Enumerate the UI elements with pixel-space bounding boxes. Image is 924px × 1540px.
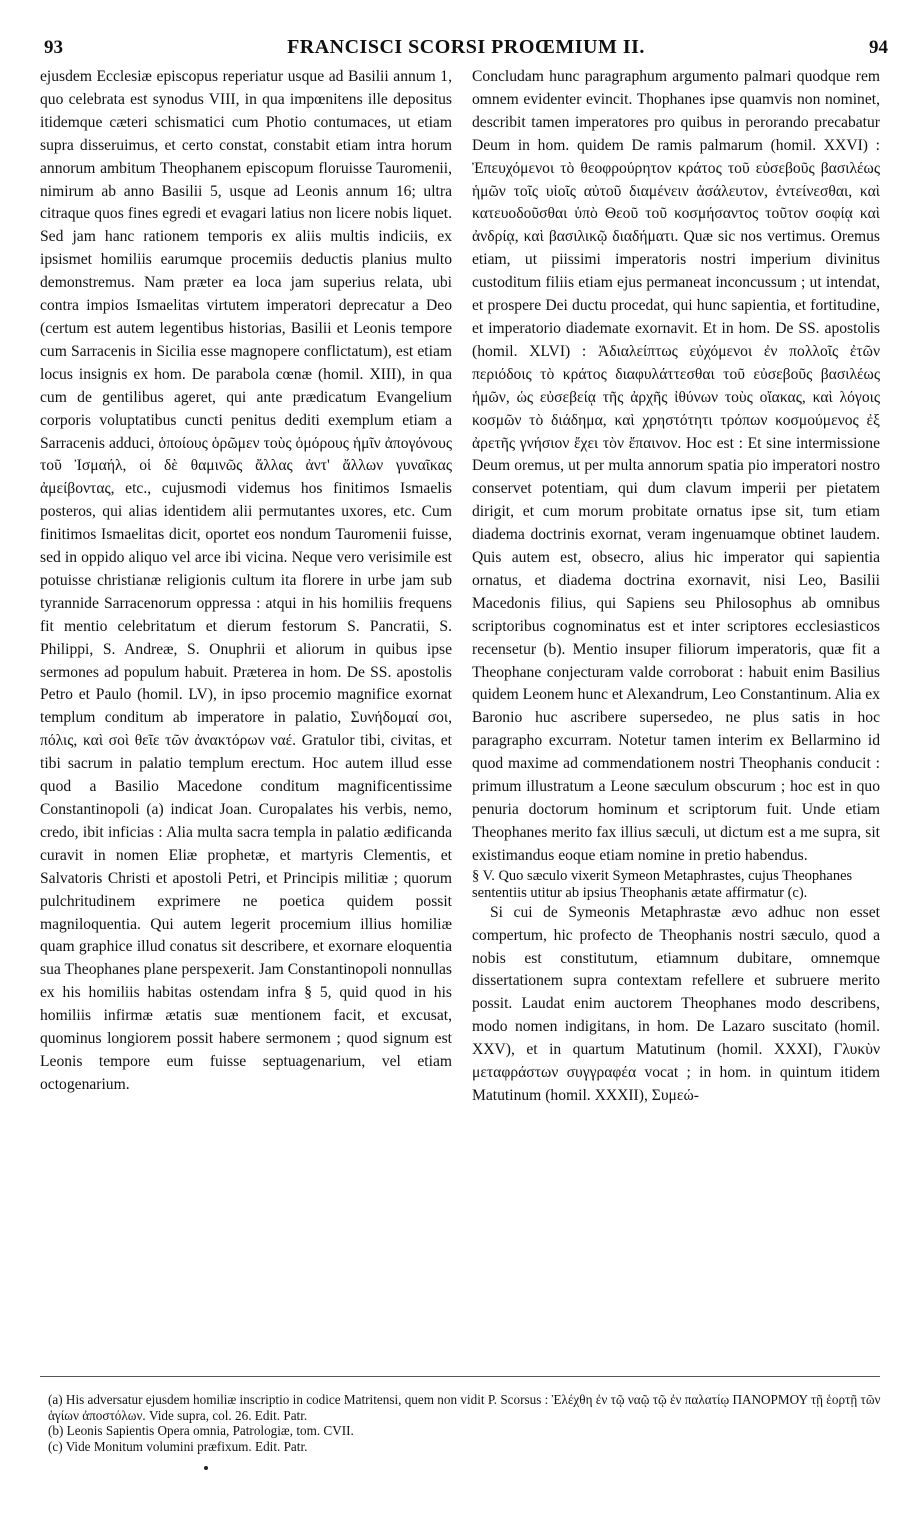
left-paragraph-1: ejusdem Ecclesiæ episcopus reperiatur usque ad Basilii annum 1, quo celebrata est synodus VIII, in qua impœnitens ille depositus itidemque cæteri schismatici cum Photio contumaces, ut etiam supra disseruimus, et certo constat, constabit etiam intra horum annorum ambitum Theophanem episcopum floruisse Tauromenii, nimirum ab anno Basilii 5, usque ad Leonis annum 16; ultra citraque quos fines egredi et evagari latius non licere nobis liquet. Sed jam hanc rationem temporis ex aliis multis indiciis, ex ipsismet homiliis earumque procemiis deductis planius multo demonstremus. Nam præter ea loca jam superius relata, ubi contra impios Ismaelitas virtutem imperatori deprecatur a Deo (certum est autem legentibus historias, Basilii et Leonis tempore cum Sarracenis in Sicilia esse magnopere conflictatum), est etiam locus insignis ex hom. De parabola cœnæ (homil. XIII), in qua cum de gentilibus ageret, qui ante prædicatum Evangelium corporis voluptatibus cuncti penitus dediti exemplum etiam a Sarracenis adduci, ὁποίους ὁρῶμεν τοὺς ὁμόρους ἡμῖν ἀπογόνους τοῦ Ἰσμαήλ, οἱ δὲ θαμινῶς ἄλλας ἀντ' ἄλλων γυναῖκας ἀμείβοντας, etc., cujusmodi videmus hos finitimos Ismaelis posteros, qui alias identidem alii permutantes uxores, etc. Cum finitimos Ismaelitas dicit, oportet eos nondum Tauromenii fuisse, sed in oppido aliquo vel arce ibi vicina. Neque vero verisimile est potuisse christianæ religionis cultum ita florere in urbe jam sub tyrannide Sarracenorum oppressa : atqui in his homiliis frequens fit mentio celebritatum et dierum festorum S. Pancratii, S. Philippi, S. Andreæ, S. Onuphrii et aliorum in quibus ipse sermones ad populum habuit. Præterea in hom. De SS. apostolis Petro et Paulo (homil. LV), in ipso procemio magnifice exornat templum conditum ab imperatore in palatio, Συνήδομαί σοι, πόλις, καὶ σοὶ θεῖε τῶν ἀνακτόρων ναέ. Gratulor tibi, civitas, et tibi sacrum in palatio templum erectum. Hoc autem illud esse quod a Basilio Macedone conditum magnificentissime Constantinopoli (a) indicat Joan. Curopalates his verbis, nemo, credo, ibit inficias : Alia multa sacra templa in palatio ædificanda curavit in nomen Eliæ prophetæ, et martyris Clementis, et Salvatoris Christi et apostoli Petri, et Principis militiæ ; quorum pulchritudinem exprimere ne poetica quidem possit magniloquentia. Qui autem legerit procemium illius homiliæ quam graphice illud conatus sit describere, et exornare eloquentia sua Theophanes plane perspexerit. Jam Constantinopoli nonnullas ex his homiliis habitas ostendam infra § 5, quid quod in his homiliis infirmæ ætatis suæ mentionem facit, et excusat, quominus longiorem possit habere sermonem ; quod signum est Leonis tempore eum fuisse septuagenarium, vel etiam octogenarium. [40, 68, 452, 1093]
right-paragraph-1: Concludam hunc paragraphum argumento palmari quodque rem omnem evidenter evincit. Thophanes ipse quamvis non nominet, describit tamen imperatores pro quibus in perorando precabatur Deum in hom. quidem De ramis palmarum (homil. XXVI) : Ἐπευχόμενοι τὸ θεοφρούρητον κράτος τοῦ εὐσεβοῦς βασιλέως ἡμῶν τοῖς υἱοῖς αὐτοῦ διαμένειν ἀσάλευτον, ἐντείνεσθαι, καὶ κατευοδοῦσθαι ὑπὸ Θεοῦ τοῦ κοσμήσαντος τοῦτον σοφίᾳ καὶ ἀνδρίᾳ, καὶ βασιλικῷ διαδήματι. Quæ sic nos vertimus. Oremus etiam, ut piissimi imperatoris nostri imperium divinitus custoditum filiis etiam ejus permaneat inconcussum ; ut intendat, et prospere Dei ductu procedat, qui hunc sapientia, et fortitudine, et imperatorio diademate exornavit. Et in hom. De SS. apostolis (homil. XLVI) : Ἀδιαλείπτως εὐχόμενοι ἐν πολλοῖς ἐτῶν περιόδοις τὸ κράτος διαφυλάττεσθαι τοῦ εὐσεβοῦς βασιλέως ἡμῶν, ὡς εὐσεβείᾳ τῆς ἀρχῆς ἰθύνων τοὺς οἴακας, καὶ λόγοις κοσμῶν τὸ διάδημα, καὶ χρηστότητι τρόπων κοσμούμενος ἐξ ἀρετῆς γνήσιον ἔχει τὸν ἔπαινον. Hoc est : Et sine intermissione Deum oremus, ut per multa annorum spatia pio imperatori nostro conservet potentiam, qui dum clavum imperii per pietatem dirigit, et cum morum probitate ornatus ipse sit, tum etiam diadema doctrinis exornat, veram ingenuamque obtinet laudem. Quis autem est, obsecro, alius hic imperator qui sapientia ornatus, et diadema doctrina exornavit, nisi Leo, Basilii Macedonis filius, qui Sapiens seu Philosophus ab omnibus scriptoribus cognominatus est et inter scriptores ecclesiasticos recensetur (b). Mentio insuper filiorum imperatoris, quæ fit a Theophane conjecturam valde corroborat : habuit enim Basilius quidem Leonem hunc et Alexandrum, Leo Constantinum. Alia ex Baronio huc ascribere supersedeo, ne plus satis in hoc paragrapho excurram. Notetur tamen interim ex Bellarmino id quod maxime ad commendationem nostri Theophanis conducit : primum illustratum a Leone sæculum obscurum ; hoc est in quo penuria doctorum hominum et scriptorum fuit. Unde etiam Theophanes merito fax illius sæculi, ut dictum est a me supra, sit existimandus eoque etiam nomine in pretio habendus. [472, 68, 880, 864]
footnote-a: (a) His adversatur ejusdem homiliæ inscriptio in codice Matritensi, quem non vidit P. Scorsus : Ἐλέχθη ἐν τῷ ναῷ τῷ ἐν παλατίῳ ΠΑΝΟΡΜΟΥ τῇ ἑορτῇ τῶν ἁγίων ἀποστόλων. Vide supra, col. 26. Edit. Patr. [48, 1392, 881, 1423]
footnote-c: (c) Vide Monitum volumini præfixum. Edit. Patr. [48, 1438, 308, 1454]
footnote-divider [40, 1376, 880, 1377]
section-heading: § V. Quo sæculo vixerit Symeon Metaphrastes, cujus Theophanes sententiis utitur ab ipsius Theophanis ætate affirmatur (c). [472, 867, 853, 901]
running-header [44, 36, 888, 62]
running-title: FRANCISCI SCORSI PROŒMIUM II. [287, 36, 645, 58]
right-paragraph-2: Si cui de Symeonis Metaphrastæ ævo adhuc non esset compertum, hic profecto de Theophanis nostri sæculo, quod a nobis est constitutum, etiamnum dubitare, omnemque dissertationem supra contextam refellere et subruere merito possit. Laudat enim auctorem Theophanes modo describens, modo nomen indigitans, in hom. De Lazaro suscitato (homil. XXV), et in quartum Matutinum (homil. XXXI), Γλυκὺν μεταφράστων συγγραφέα vocat ; in hom. in quintum itidem Matutinum (homil. XXXII), Συμεώ- [472, 903, 880, 1104]
page-number-right: 94 [868, 37, 888, 58]
right-column [472, 66, 880, 1108]
footnote-b: (b) Leonis Sapientis Opera omnia, Patrologiæ, tom. CVII. [48, 1423, 354, 1438]
ink-speck [204, 1466, 208, 1470]
left-column [40, 66, 452, 1097]
footnotes [48, 1392, 884, 1454]
page-number-left: 93 [44, 37, 63, 58]
